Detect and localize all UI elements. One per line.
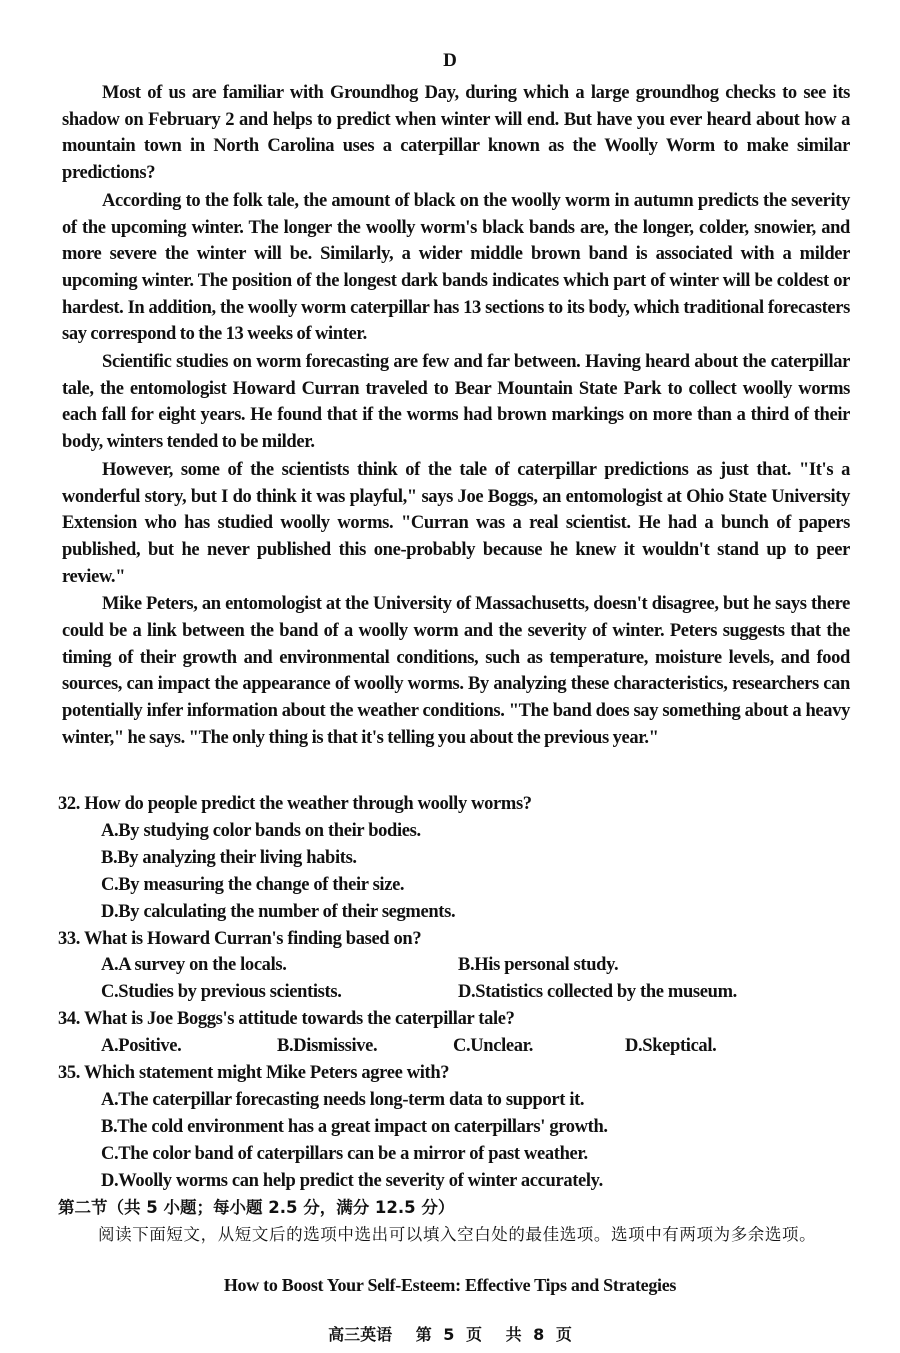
reading-passage-d (62, 80, 850, 752)
option-b[interactable]: B.The cold environment has a great impact on caterpillars' growth. (101, 1116, 608, 1137)
passage-paragraph: Most of us are familiar with Groundhog Day, during which a large groundhog checks to see its shadow on February 2 and helps to predict when winter will end. But have you ever heard about how a mountain town in North Carolina uses a caterpillar known as the Woolly Worm to make similar predictions? (62, 83, 850, 184)
question-stem: 34. What is Joe Boggs's attitude towards the caterpillar tale? (58, 1009, 515, 1030)
option-c[interactable]: C.Unclear. (453, 1036, 534, 1057)
question-stem: 33. What is Howard Curran's finding based on? (58, 928, 422, 949)
question-33 (58, 926, 858, 1007)
option-b[interactable]: B.Dismissive. (277, 1036, 378, 1057)
option-d[interactable]: D.Statistics collected by the museum. (458, 982, 737, 1003)
option-b[interactable]: B.By analyzing their living habits. (101, 847, 357, 868)
passage-paragraph: According to the folk tale, the amount of black on the woolly worm in autumn predicts the severity of the upcoming winter. The longer the woolly worm's black bands are, the longer, colder, snowier, and more severe the winter will be. Similarly, a wider middle brown band is associated with a milder upcoming winter. The position of the longest dark bands indicates which part of winter will be coldest or hardest. In addition, the woolly worm caterpillar has 13 sections to its body, which traditional forecasters say correspond to the 13 weeks of winter. (62, 190, 850, 345)
section-two-instructions: 阅读下面短文，从短文后的选项中选出可以填入空白处的最佳选项。选项中有两项为多余选项。 (98, 1225, 817, 1244)
option-a[interactable]: A.A survey on the locals. (101, 955, 287, 976)
next-passage-title: How to Boost Your Self-Esteem: Effective Tips and Strategies (223, 1275, 677, 1295)
option-d[interactable]: D.By calculating the number of their segments. (101, 901, 456, 922)
option-d[interactable]: D.Skeptical. (625, 1036, 717, 1057)
passage-paragraph: However, some of the scientists think of the tale of caterpillar predictions as just that. "It's a wonderful story, but I do think it was playful," says Joe Boggs, an entomologist at Ohio State University Extension who has studied woolly worms. "Curran was a real scientist. He had a bunch of papers published, but he never published this one-probably because he knew it wouldn't stand up to peer review." (62, 459, 850, 587)
footer-total-pages: 共 8 页 (505, 1325, 572, 1344)
footer-subject: 高三英语 (328, 1325, 393, 1344)
option-c[interactable]: C.The color band of caterpillars can be a mirror of past weather. (101, 1143, 588, 1164)
page-footer (0, 1322, 900, 1345)
option-a[interactable]: A.The caterpillar forecasting needs long-term data to support it. (101, 1089, 585, 1110)
question-34 (58, 1006, 858, 1060)
footer-page-number: 第 5 页 (415, 1325, 482, 1344)
option-a[interactable]: A.By studying color bands on their bodies. (101, 820, 421, 841)
option-b[interactable]: B.His personal study. (458, 955, 619, 976)
question-35 (58, 1060, 858, 1195)
option-row (101, 979, 858, 1006)
option-c[interactable]: C.By measuring the change of their size. (101, 874, 405, 895)
question-stem: 32. How do people predict the weather through woolly worms? (58, 794, 532, 814)
option-row (101, 952, 858, 979)
passage-paragraph: Scientific studies on worm forecasting are few and far between. Having heard about the caterpillar tale, the entomologist Howard Curran traveled to Bear Mountain State Park to collect woolly worms each fall for eight years. He found that if the worms had brown markings on more than a third of their body, winters tended to be milder. (62, 352, 850, 453)
option-a[interactable]: A.Positive. (101, 1036, 182, 1057)
question-32 (58, 791, 858, 926)
question-stem: 35. Which statement might Mike Peters agree with? (58, 1063, 450, 1084)
option-c[interactable]: C.Studies by previous scientists. (101, 982, 342, 1003)
option-row (101, 1033, 858, 1060)
section-two-header: 第二节（共 5 小题；每小题 2.5 分，满分 12.5 分） (58, 1198, 455, 1217)
question-list (58, 791, 858, 1195)
section-letter: D (443, 50, 457, 71)
passage-paragraph: Mike Peters, an entomologist at the University of Massachusetts, doesn't disagree, but he says there could be a link between the band of a woolly worm and the severity of winter. Peters suggests that the timing of their growth and environmental conditions, such as temperature, moisture levels, and food sources, can impact the appearance of woolly worms. By analyzing these characteristics, researchers can potentially infer information about the weather conditions. "The band does say something about a heavy winter," he says. "The only thing is that it's telling you about the previous year." (62, 594, 850, 748)
option-d[interactable]: D.Woolly worms can help predict the severity of winter accurately. (101, 1170, 603, 1191)
